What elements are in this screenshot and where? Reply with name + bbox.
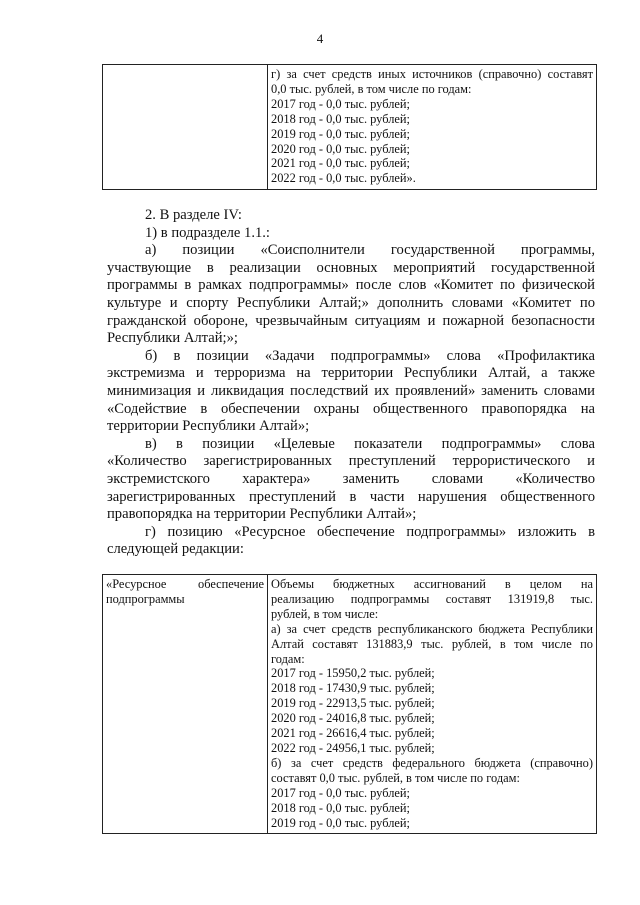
resource-value-cell <box>268 575 597 834</box>
year-amount-line: 2019 год - 0,0 тыс. рублей; <box>271 126 410 141</box>
year-amount-line: 2020 год - 24016,8 тыс. рублей; <box>271 711 435 726</box>
year-amount-line: 2019 год - 22913,5 тыс. рублей; <box>271 696 435 711</box>
table-left-cell-empty <box>103 65 268 190</box>
year-amount-line: 2017 год - 0,0 тыс. рублей; <box>271 96 410 111</box>
amendment-text <box>107 207 595 559</box>
year-amount-line: 2022 год - 0,0 тыс. рублей». <box>271 171 416 186</box>
year-amount-line: 2021 год - 26616,4 тыс. рублей; <box>271 726 435 741</box>
year-amount-line: 2018 год - 0,0 тыс. рублей; <box>271 800 410 815</box>
resource-value-line: годам: <box>271 651 305 666</box>
other-sources-line: г) за счет средств иных источников (справочно) составят <box>271 67 593 81</box>
item-a-line: участвующие в реализации основных мероприятий государственной <box>107 259 595 276</box>
year-amount-line: 2019 год - 0,0 тыс. рублей; <box>271 815 410 830</box>
item-a-line: гражданской обороне, чрезвычайным ситуациям и пожарной безопасности <box>107 312 595 329</box>
year-amount-line: 2017 год - 15950,2 тыс. рублей; <box>271 666 435 681</box>
item-b-line: «Содействие в обеспечении охраны общественного правопорядка на <box>107 400 595 417</box>
resource-table <box>102 574 597 834</box>
item-g-line: г) позицию «Ресурсное обеспечение подпрограммы» изложить в <box>145 523 595 540</box>
section-heading: 2. В разделе IV: <box>145 207 242 223</box>
funding-table-continued <box>102 64 597 190</box>
item-b-line: минимизация и ликвидация последствий их проявлений» заменить словами <box>107 382 595 399</box>
resource-label-cell <box>103 575 268 834</box>
resource-value-line: реализацию подпрограммы составят 131919,8 тыс. <box>271 591 593 606</box>
year-amount-line: 2018 год - 17430,9 тыс. рублей; <box>271 681 435 696</box>
year-amount-line: 2018 год - 0,0 тыс. рублей; <box>271 111 410 126</box>
item-b-line: б) в позиции «Задачи подпрограммы» слова «Профилактика <box>145 347 595 364</box>
resource-label-line: подпрограммы <box>106 591 185 606</box>
item-b-line: экстремизма и терроризма на территории Республики Алтай, а также <box>107 365 595 382</box>
subsection-heading: 1) в подразделе 1.1.: <box>145 224 270 241</box>
item-v-line: «Количество зарегистрированных преступлений террористического и <box>107 453 595 470</box>
item-v-line: экстремистского характера» заменить словами «Количество <box>107 470 595 487</box>
year-amount-line: 2017 год - 0,0 тыс. рублей; <box>271 785 410 800</box>
resource-value-line: составят 0,0 тыс. рублей, в том числе по годам: <box>271 770 520 785</box>
item-a-line: а) позиции «Соисполнители государственной программы, <box>145 242 595 259</box>
item-g-line: следующей редакции: <box>107 541 244 558</box>
item-a-line: культуре и спорту Республики Алтай;» дополнить словами «Комитет по <box>107 294 595 311</box>
resource-value-line: рублей, в том числе: <box>271 606 379 621</box>
other-sources-line: 0,0 тыс. рублей, в том числе по годам: <box>271 81 472 96</box>
resource-value-line: Объемы бюджетных ассигнований в целом на <box>271 577 593 591</box>
resource-value-line: б) за счет средств федерального бюджета (справочно) <box>271 755 593 770</box>
item-a-line: Республики Алтай;»; <box>107 330 238 347</box>
year-amount-line: 2022 год - 24956,1 тыс. рублей; <box>271 740 435 755</box>
table-right-cell <box>268 65 597 190</box>
year-amount-line: 2020 год - 0,0 тыс. рублей; <box>271 141 410 156</box>
page-number: 4 <box>316 31 324 46</box>
item-v-line: правопорядка на территории Республики Алтай»; <box>107 506 417 523</box>
resource-label-line: «Ресурсное обеспечение <box>106 577 264 591</box>
item-a-line: программы в рамках подпрограммы» после слов «Комитет по физической <box>107 277 595 294</box>
item-v-line: в) в позиции «Целевые показатели подпрограммы» слова <box>145 435 595 452</box>
item-v-line: зарегистрированных преступлений в части нарушения общественного <box>107 488 595 505</box>
resource-value-line: Алтай составят 131883,9 тыс. рублей, в том числе по <box>271 636 593 651</box>
resource-value-line: а) за счет средств республиканского бюджета Республики <box>271 621 593 636</box>
year-amount-line: 2021 год - 0,0 тыс. рублей; <box>271 156 410 171</box>
item-b-line: территории Республики Алтай»; <box>107 418 310 435</box>
